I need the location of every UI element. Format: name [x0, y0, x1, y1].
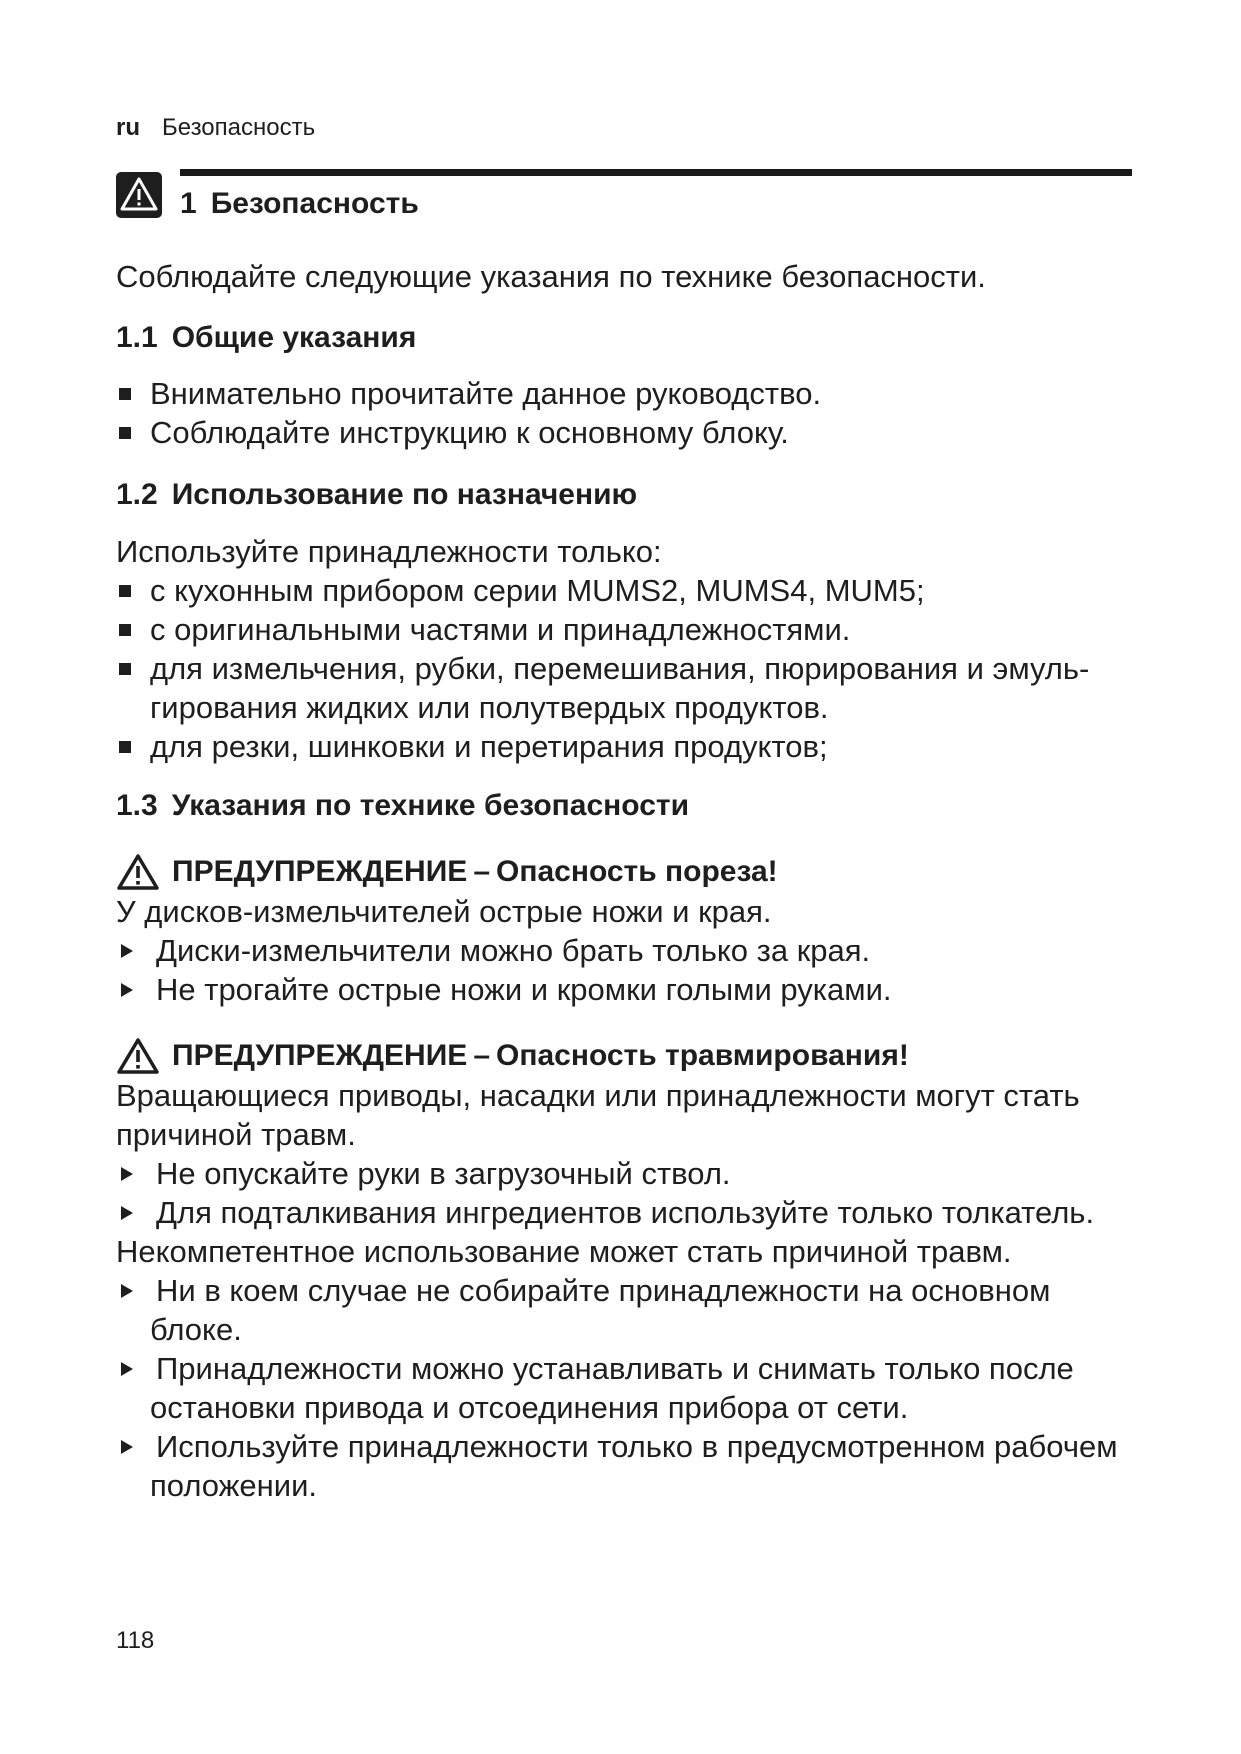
warning-label: ПРЕДУПРЕЖДЕНИЕ — [172, 1039, 468, 1072]
list-item: Используйте принадлежности только в предусмотренном рабочем положении. — [116, 1427, 1126, 1505]
warning-text: У дисков-измельчителей острые ножи и края. — [116, 894, 772, 929]
list-item: Внимательно прочитайте данное руководство. — [116, 374, 1126, 413]
list-item: для резки, шинковки и перетирания продуктов; — [116, 727, 1126, 766]
section-title: Общие указания — [171, 321, 417, 354]
page-number: 118 — [116, 1627, 155, 1654]
list-item: с кухонным прибором серии MUMS2, MUMS4, MUM5; — [116, 571, 1126, 610]
warning-actions-list — [116, 1154, 1126, 1232]
section-heading-1-1 — [116, 318, 416, 358]
section-number: 1.3 — [116, 789, 158, 822]
intended-use-block — [116, 532, 1126, 766]
warning-actions-list — [116, 931, 1126, 1009]
section-heading-1-3 — [116, 786, 689, 826]
chapter-title — [180, 187, 419, 221]
section-heading-1-2 — [116, 475, 637, 515]
section-number: 1.1 — [116, 321, 158, 354]
warning-text: Вращающиеся приводы, насадки или принадлежности могут стать причиной травм. — [116, 1078, 1080, 1152]
list-item: Не трогайте острые ножи и кромки голыми руками. — [116, 970, 1126, 1009]
warning-label: ПРЕДУПРЕЖДЕНИЕ — [172, 855, 468, 888]
general-instructions-list — [116, 374, 1126, 452]
running-header — [116, 114, 315, 142]
warning-text-2: Некомпетентное использование может стать причиной травм. — [116, 1234, 1012, 1269]
list-item: для измельчения, рубки, перемешивания, пюрирования и эмульгирования жидких или полутвердых продуктов. — [116, 649, 1126, 727]
chapter-title-text: Безопасность — [210, 187, 419, 220]
warning-hazard: Опасность пореза! — [496, 855, 778, 888]
chapter-number: 1 — [180, 187, 197, 220]
language-code: ru — [116, 114, 140, 141]
list-item: Соблюдайте инструкцию к основному блоку. — [116, 413, 1126, 452]
warning-dash: – — [473, 855, 490, 888]
list-item: Принадлежности можно устанавливать и снимать только после остановки привода и отсоединения прибора от сети. — [116, 1349, 1126, 1427]
list-item: Не опускайте руки в загрузочный ствол. — [116, 1154, 1126, 1193]
warning-actions-list-2 — [116, 1271, 1126, 1505]
warning-hazard: Опасность травмирования! — [496, 1039, 909, 1072]
list-item: Ни в коем случае не собирайте принадлежности на основном блоке. — [116, 1271, 1126, 1349]
section-number: 1.2 — [116, 478, 158, 511]
warning-triangle-icon — [116, 853, 160, 891]
list-item: с оригинальными частями и принадлежностями. — [116, 610, 1126, 649]
section-title: Использование по назначению — [171, 478, 638, 511]
intended-use-lead: Используйте принадлежности только: — [116, 534, 662, 569]
warning-cut-block — [116, 852, 1126, 1009]
chapter-rule — [180, 169, 1132, 176]
warning-dash: – — [473, 1039, 490, 1072]
warning-heading — [116, 1036, 1126, 1076]
list-item: Диски-измельчители можно брать только за края. — [116, 931, 1126, 970]
warning-triangle-icon — [116, 172, 162, 218]
section-title: Указания по технике безопасности — [171, 789, 690, 822]
intended-use-list — [116, 571, 1126, 766]
running-header-section: Безопасность — [162, 114, 316, 141]
intro-text: Соблюдайте следующие указания по технике безопасности. — [116, 259, 986, 294]
warning-heading — [116, 852, 1126, 892]
warning-injury-block — [116, 1036, 1126, 1505]
list-item: Для подталкивания ингредиентов используйте только толкатель. — [116, 1193, 1126, 1232]
warning-triangle-icon — [116, 1037, 160, 1075]
